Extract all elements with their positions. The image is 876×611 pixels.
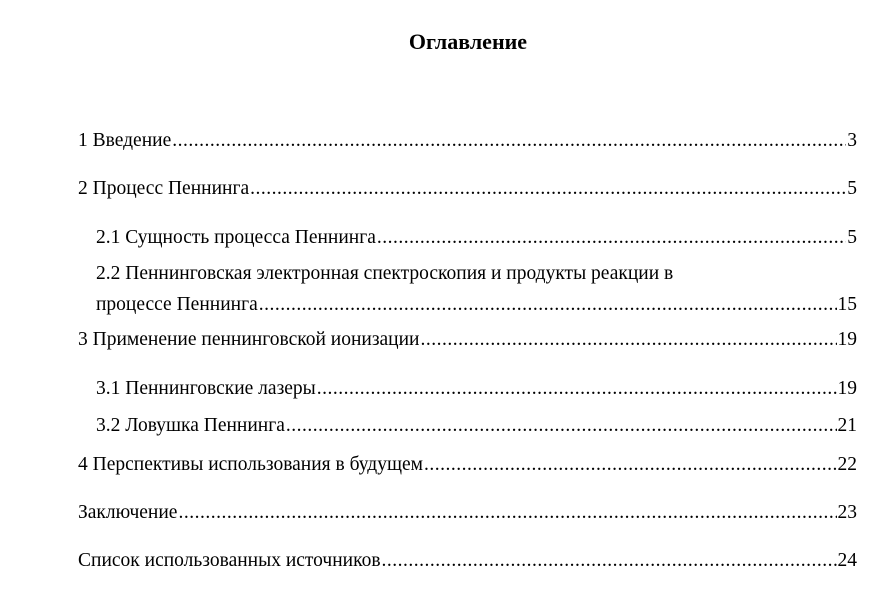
toc-page-number: 23 [837, 502, 857, 523]
toc-entry-text: 3.2 Ловушка Пеннинга [96, 415, 285, 436]
toc-page-number: 19 [837, 329, 857, 350]
toc-entry-text-first-line: 2.2 Пеннинговская электронная спектроскопия и продукты реакции в [96, 263, 674, 284]
toc-entry-text: 1 Введение [78, 130, 172, 151]
dot-leader [317, 373, 837, 404]
dot-leader [382, 545, 837, 576]
toc-entry-penning-lasers[interactable] [96, 373, 857, 404]
toc-entry-penning-ionization-application[interactable] [78, 324, 857, 355]
dot-leader [178, 497, 836, 528]
toc-entry-future-prospects[interactable] [78, 449, 857, 480]
dot-leader [172, 125, 846, 156]
toc-entry-text: 4 Перспективы использования в будущем [78, 454, 423, 475]
toc-entry-process-essence[interactable] [96, 222, 857, 253]
toc-entry-text: Заключение [78, 502, 178, 523]
toc-entry-text: процессе Пеннинга [96, 294, 258, 315]
dot-leader [377, 222, 846, 253]
toc-page-number: 5 [847, 178, 857, 199]
toc-page-number: 5 [847, 227, 857, 248]
toc-entry-penning-trap[interactable] [96, 410, 857, 441]
toc-entry-electron-spectroscopy[interactable] [96, 258, 857, 320]
toc-title: Оглавление [408, 29, 528, 54]
dot-leader [259, 289, 837, 320]
toc-entry-text: 2.1 Сущность процесса Пеннинга [96, 227, 376, 248]
dot-leader [424, 449, 837, 480]
toc-entry-text: Список использованных источников [78, 550, 381, 571]
toc-page-number: 24 [837, 550, 857, 571]
toc-page-number: 22 [837, 454, 857, 475]
toc-entry-penning-process[interactable] [78, 173, 857, 204]
toc-entry-text: 2 Процесс Пеннинга [78, 178, 250, 199]
dot-leader [421, 324, 837, 355]
toc-entry-text: 3 Применение пеннинговской ионизации [78, 329, 420, 350]
dot-leader [250, 173, 846, 204]
toc-entry-text: 3.1 Пеннинговские лазеры [96, 378, 316, 399]
toc-page-number: 21 [837, 415, 857, 436]
toc-entry-references[interactable] [78, 545, 857, 576]
dot-leader [286, 410, 837, 441]
toc-page-number: 3 [847, 130, 857, 151]
toc-entry-conclusion[interactable] [78, 497, 857, 528]
toc-page-number: 15 [837, 294, 857, 315]
toc-entry-introduction[interactable] [78, 125, 857, 156]
toc-page-number: 19 [837, 378, 857, 399]
